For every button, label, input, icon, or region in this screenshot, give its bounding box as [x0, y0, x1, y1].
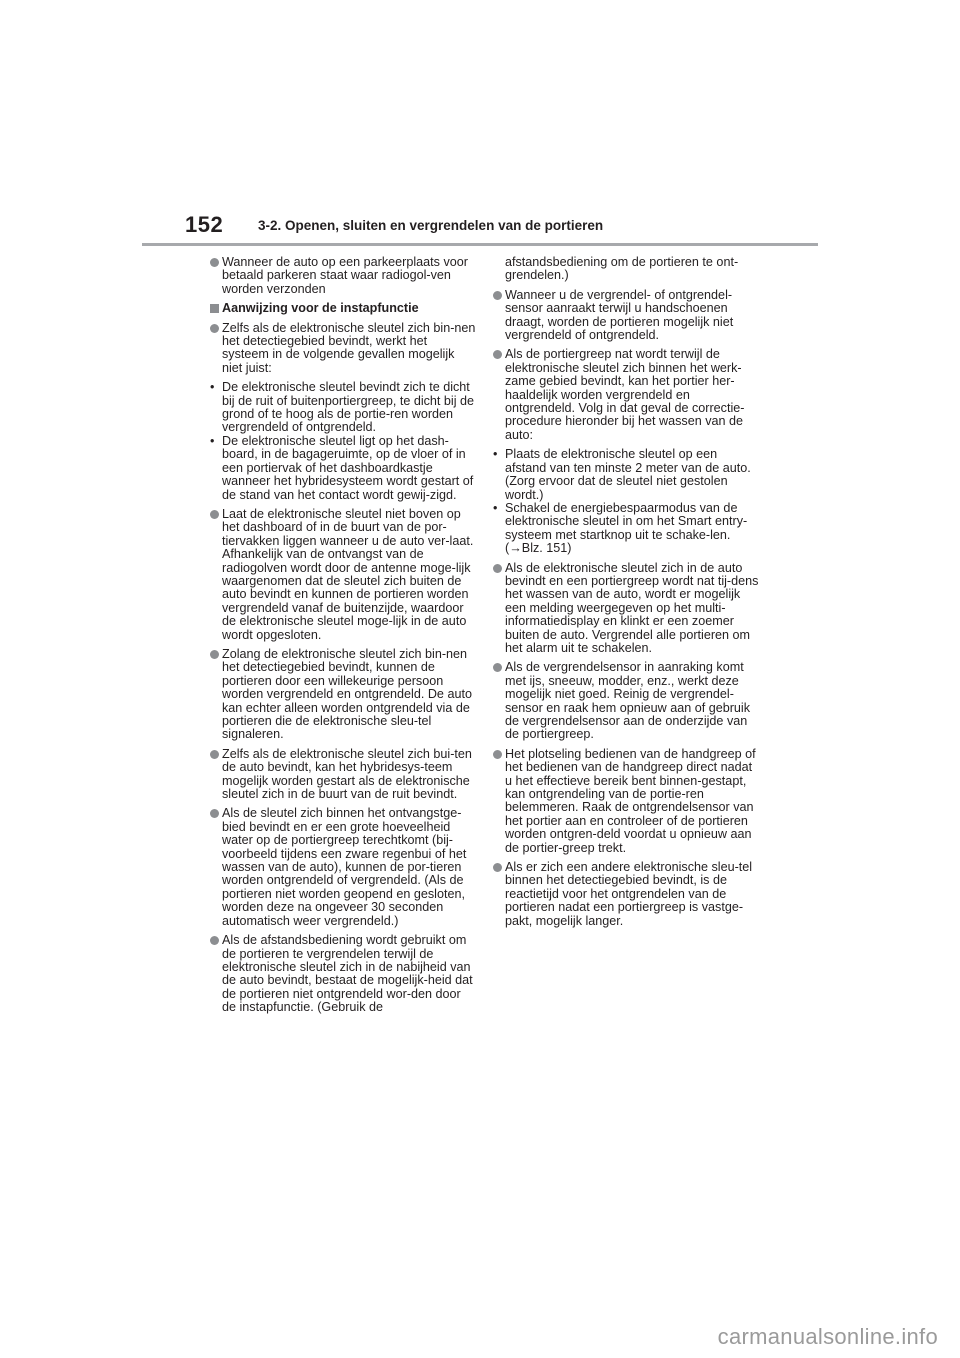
- bullet-item: [493, 348, 759, 442]
- round-bullet-icon: [210, 809, 219, 818]
- round-bullet-icon: [493, 750, 502, 759]
- bullet-item: [210, 256, 476, 296]
- bullet-item: [210, 648, 476, 742]
- bullet-item: [493, 661, 759, 741]
- round-bullet-icon: [210, 650, 219, 659]
- header-divider: [142, 243, 818, 246]
- bullet-text: Als de afstandsbediening wordt gebruikt om de portieren te vergrendelen terwijl de elektronische sleutel zich in de nabijheid van de auto bevindt, bestaat de mogelijk-heid dat de portieren niet ontgrendeld wor-den door de instapfunctie. (Gebruik de: [222, 933, 473, 1015]
- bullet-item: [210, 508, 476, 642]
- sub-item-text: Schakel de energiebespaarmodus van de elektronische sleutel in om het Smart entry-systeem met startknop uit te schake-len. (→Blz. 151): [505, 500, 748, 556]
- bullet-text: Laat de elektronische sleutel niet boven op het dashboard of in de buurt van de por-tiervakken liggen wanneer u de auto ver-laat. Afhankelijk van de ontvangst van de radiogolven wordt door de antenne moge-lijk waargenomen dat de sleutel zich buiten de auto bevindt en kunnen de portieren worden vergrendeld vanaf de buitenzijde, waardoor de elektronische sleutel moge-lijk in de auto wordt opgesloten.: [222, 506, 474, 642]
- round-bullet-icon: [493, 863, 502, 872]
- sub-item: [493, 448, 759, 502]
- round-bullet-icon: [210, 258, 219, 267]
- round-bullet-icon: [210, 510, 219, 519]
- bullet-item: [210, 322, 476, 376]
- bullet-text: Als de vergrendelsensor in aanraking komt met ijs, sneeuw, modder, enz., werkt deze mogelijk niet goed. Reinig de vergrendel-sensor en raak hem opnieuw aan of gebruik de vergrendelsensor aan de onderzijde van de portiergreep.: [505, 660, 751, 742]
- dot-bullet-icon: •: [210, 380, 215, 395]
- round-bullet-icon: [210, 750, 219, 759]
- sub-item-text: De elektronische sleutel ligt op het dash-board, in de bagageruimte, op de vloer of in een portiervak of het dashboardkastje wanneer het hybridesysteem wordt gestart of de stand van het contact wordt gewij-zigd.: [222, 433, 474, 502]
- sub-item: [210, 435, 476, 502]
- watermark: carmanualsonline.info: [717, 1324, 938, 1349]
- bullet-text: Als de sleutel zich binnen het ontvangstge-bied bevindt en er een grote hoeveelheid water op de portiergreep terechtkomt (bij-voorbeeld tijdens een zware regenbui of het wassen van de auto), kunnen de por-tieren worden ontgrendeld of vergrendeld. (Als de portieren niet worden geopend en gesloten, worden deze na ongeveer 30 seconden automatisch weer vergrendeld.): [222, 806, 467, 928]
- dot-bullet-icon: •: [493, 447, 498, 462]
- bullet-text: Als de portiergreep nat wordt terwijl de elektronische sleutel zich binnen het werk-zame gebied bevindt, kan het portier her-haaldelijk worden vergrendeld en ontgrendeld. Volg in dat geval de correctie-procedure hieronder bij het wassen van de auto:: [505, 347, 745, 442]
- bullet-text: Als de elektronische sleutel zich in de auto bevindt en een portiergreep wordt nat tij-dens het wassen van de auto, wordt er mogelijk een melding weergegeven op het multi-informatiedisplay en klinkt er een zoemer buiten de auto. Vergrendel alle portieren om het alarm uit te schakelen.: [505, 560, 759, 655]
- dot-bullet-icon: •: [493, 500, 498, 515]
- bullet-text: Wanneer de auto op een parkeerplaats voor betaald parkeren staat waar radiogol-ven worden verzonden: [222, 255, 468, 296]
- bullet-text: Wanneer u de vergrendel- of ontgrendel-sensor aanraakt terwijl u handschoenen draagt, worden de portieren mogelijk niet vergrendeld of ontgrendeld.: [505, 287, 734, 343]
- round-bullet-icon: [210, 936, 219, 945]
- dot-bullet-icon: •: [210, 433, 215, 448]
- section-heading: [210, 302, 476, 315]
- bullet-item: [493, 861, 759, 928]
- heading-text: Aanwijzing voor de instapfunctie: [222, 301, 419, 316]
- bullet-text: Zolang de elektronische sleutel zich bin-nen het detectiegebied bevindt, kunnen de portieren door een willekeurige persoon worden vergrendeld en ontgrendeld. De auto kan echter alleen worden ontgrendeld via de portieren die de elektronische sleu-tel signaleren.: [222, 646, 472, 742]
- left-column: [210, 256, 476, 1021]
- continued-text-body: afstandsbediening om de portieren te ont-grendelen.): [505, 255, 739, 283]
- bullet-item: [493, 748, 759, 855]
- round-bullet-icon: [493, 291, 502, 300]
- sub-item-text: De elektronische sleutel bevindt zich te dicht bij de ruit of buitenportiergreep, te dicht bij de grond of te hoog als de portie-ren worden vergrendeld of ontgrendeld.: [222, 380, 475, 435]
- bullet-item: [210, 748, 476, 802]
- sub-item: [210, 381, 476, 435]
- bullet-item: [493, 562, 759, 656]
- section-title: 3-2. Openen, sluiten en vergrendelen van de portieren: [258, 218, 604, 233]
- page-number: 152: [185, 212, 224, 237]
- round-bullet-icon: [493, 663, 502, 672]
- round-bullet-icon: [210, 324, 219, 333]
- bullet-text: Het plotseling bedienen van de handgreep of het bedienen van de handgreep direct nadat u het effectieve bereik bent binnen-gestapt, kan ontgrendeling van de portie-ren belemmeren. Raak de ontgrendelsensor van het portier aan en controleer of de portieren worden ontgren-deld voordat u opnieuw aan de portier-greep trekt.: [505, 746, 756, 855]
- continued-text: [493, 256, 759, 283]
- round-bullet-icon: [493, 564, 502, 573]
- bullet-item: [210, 807, 476, 928]
- round-bullet-icon: [493, 350, 502, 359]
- bullet-item: [210, 934, 476, 1014]
- right-column: [493, 256, 759, 934]
- sub-item-text: Plaats de elektronische sleutel op een afstand van ten minste 2 meter van de auto. (Zorg ervoor dat de sleutel niet gestolen wordt.): [505, 447, 751, 502]
- bullet-text: Zelfs als de elektronische sleutel zich bui-ten de auto bevindt, kan het hybridesys-teem mogelijk worden gestart als de elektronische sleutel zich in de buurt van de ruit bevindt.: [222, 746, 472, 802]
- square-bullet-icon: [210, 304, 219, 313]
- bullet-item: [493, 289, 759, 343]
- sub-item: [493, 502, 759, 556]
- bullet-text: Zelfs als de elektronische sleutel zich bin-nen het detectiegebied bevindt, werkt het systeem in de volgende gevallen mogelijk niet juist:: [222, 320, 476, 375]
- bullet-text: Als er zich een andere elektronische sleu-tel binnen het detectiegebied bevindt, is de reactietijd voor het ontgrendelen van de portieren nadat een portiergreep is vastge-pakt, mogelijk langer.: [505, 860, 753, 928]
